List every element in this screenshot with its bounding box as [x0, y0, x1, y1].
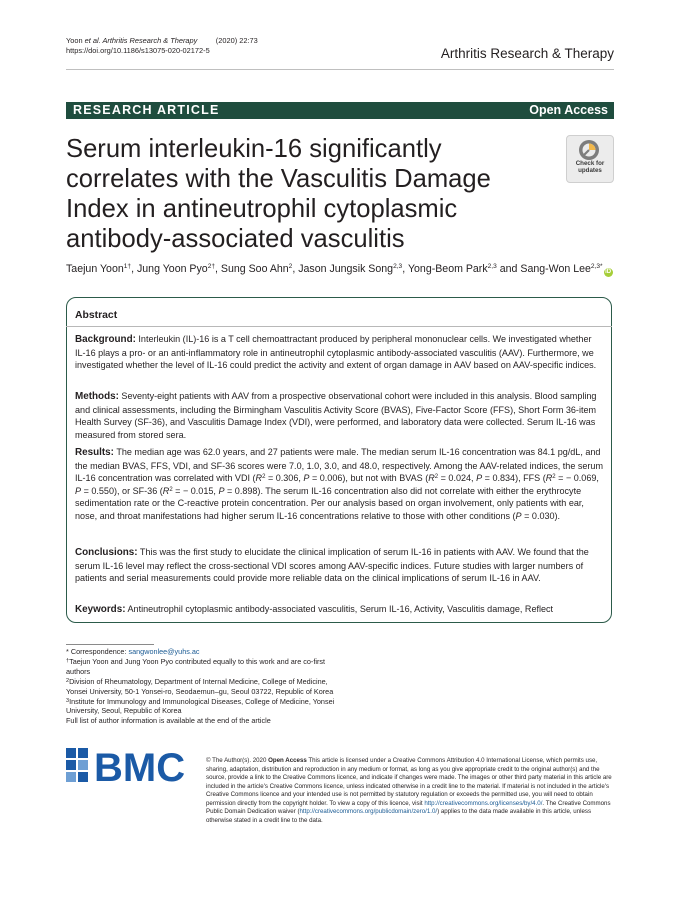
header-divider	[66, 69, 614, 70]
results-label: Results:	[75, 447, 114, 458]
cc-by-link[interactable]: http://creativecommons.org/licenses/by/4.0/	[424, 799, 543, 807]
authors-conjunction: and	[499, 263, 518, 275]
background-text: Interleukin (IL)-16 is a T cell chemoattractant produced by peripheral mononuclear cells. We investigated whether IL-16 plays a pro- or an anti-inflammatory role in antineutrophil cytoplasmic antibody-associated vasculitis (AAV). Furthermore, we investigated whether the level of IL-16 could predict the activity and extent of organ damage in AAV based on AAV-specific indices.	[75, 334, 597, 370]
article-title: Serum interleukin-16 significantly correlates with the Vasculitis Damage Index in antineutrophil cytoplasmic antibody-associated vasculitis	[66, 135, 491, 253]
abstract-background	[75, 333, 603, 372]
correspondence: * Correspondence: sangwonlee@yuhs.ac	[66, 647, 200, 656]
citation-journal: et al. Arthritis Research & Therapy	[84, 36, 198, 45]
full-author-info-note: Full list of author information is available at the end of the article	[66, 716, 271, 726]
article-type-label: RESEARCH ARTICLE	[73, 103, 220, 117]
bmc-logo-text: BMC	[94, 748, 186, 784]
citation-volume: (2020) 22:73	[197, 36, 258, 45]
check-updates-label	[567, 160, 613, 174]
bmc-logo	[66, 748, 196, 784]
abstract-divider	[66, 326, 612, 327]
keywords-text: Antineutrophil cytoplasmic antibody-associated vasculitis, Serum IL-16, Activity, Vasculitis damage, Reflect	[127, 604, 554, 614]
methods-text: Seventy-eight patients with AAV from a prospective observational cohort were included in this analysis. Blood sampling and clinical assessments, including the Birmingham Vasculitis Activity Score (BVAS), Five-Factor Score (FFS), Short Form 36-item Health Survey (SF-36), and Vasculitis Damage Index (VDI), were performed, and laboratory data were collected. Serum IL-16 was measured from stored sera.	[75, 391, 597, 440]
open-access-inline: Open Access	[268, 757, 307, 764]
open-access-label: Open Access	[529, 103, 608, 117]
author-list: Taejun Yoon$^{1\dagger}$, Jung Yoon Pyo$^{2\dagger}$, Sung Soo Ahn$^2$, Jason Jungsik Song$^{2,3}$, Yong-Beom Park$^{2,3}$ and Sang-Won Lee$^{2,3*}$iD	[66, 263, 612, 275]
abstract-keywords	[75, 603, 603, 617]
check-updates-line2: updates	[578, 167, 602, 174]
doi-link[interactable]: https://doi.org/10.1186/s13075-020-02172-5	[66, 46, 210, 55]
affiliation-2: $^2$Division of Rheumatology, Department of Internal Medicine, College of Medicine, Yonsei University, 50-1 Yonsei-ro, Seodaemun–gu, Seoul 03722, Republic of Korea	[66, 676, 334, 696]
footnote-divider	[66, 644, 154, 645]
correspondence-email-link[interactable]: sangwonlee@yuhs.ac	[128, 647, 200, 656]
results-text: The median age was 62.0 years, and 27 patients were male. The median serum IL-16 concentration was 84.1 pg/dL, and the median BVAS, FFS, VDI, and SF-36 scores were 7.0, 1.0, 3.0, and 48.0, respectively. Among the AAV-related indices, the serum IL-16 concentration was correlated with VDI (	[75, 447, 604, 483]
background-label: Background:	[75, 334, 136, 345]
abstract-heading: Abstract	[75, 310, 118, 321]
abstract-methods	[75, 390, 603, 441]
author[interactable]: Jung Yoon Pyo$^{2\dagger}$	[136, 263, 216, 275]
author[interactable]: Jason Jungsik Song$^{2,3}$	[298, 263, 403, 275]
citation-line	[66, 36, 346, 46]
author[interactable]: Yong-Beom Park$^{2,3}$	[407, 263, 497, 275]
author[interactable]: Taejun Yoon$^{1\dagger}$	[66, 263, 132, 275]
journal-name: Arthritis Research & Therapy	[440, 46, 614, 61]
license-text: © The Author(s). 2020 Open Access This article is licensed under a Creative Commons Attribution 4.0 International License, which permits use, sharing, adaptation, distribution and reproduction in any medium or format, as long as you give appropriate credit to the original author(s) and the source, provide a link to the Creative Commons licence, and indicate if changes were made. The images or other third party material in this article are included in the article's Creative Commons licence, unless indicated otherwise in a credit line to the material. If material is not included in the article's Creative Commons licence and your intended use is not permitted by statutory regulation or exceeds the permitted use, you will need to obtain permission directly from the copyright holder. To view a copy of this licence, visit http://creativecommons.org/licenses/by/4.0/. The Creative Commons Public Domain Dedication waiver (http://creativecommons.org/publicdomain/zero/1.0/) applies to the data made available in this article, unless otherwise stated in a credit line to the data.	[206, 757, 612, 824]
author[interactable]: Sung Soo Ahn$^2$	[220, 263, 293, 275]
keywords-label: Keywords:	[75, 604, 126, 615]
abstract-conclusions	[75, 546, 603, 585]
author[interactable]: Sang-Won Lee$^{2,3*}$	[520, 263, 603, 275]
citation-header	[66, 36, 346, 56]
footnotes	[66, 647, 336, 726]
conclusions-text: This was the first study to elucidate the clinical implication of serum IL-16 in patients with AAV. We found that the serum IL-16 level may reflect the cross-sectional VDI scores among AAV-specific indices. Future studies with larger numbers of patients and serial measurements could provide more reliable data on the clinical implications of serum IL-16 in AAV.	[75, 547, 589, 583]
conclusions-label: Conclusions:	[75, 547, 138, 558]
check-updates-line1: Check for	[575, 160, 605, 167]
abstract-results: Results: The median age was 62.0 years, and 27 patients were male. The median serum IL-16 concentration was 84.1 pg/dL, and the median BVAS, FFS, VDI, and SF-36 scores were 7.0, 1.0, 3.0, and 48.0, respectively. Among the AAV-related indices, the serum IL-16 concentration was correlated with VDI ($R^2 = 0.306$, P = 0.006), but not with BVAS ($R^2 = 0.024$, P = 0.834), FFS ($R^2$ = − 0.069, P = 0.550), or SF-36 ($R^2$ = − 0.015, P = 0.898). The serum IL-16 concentration also did not correlate with either the erythrocyte sedimentation rate or the C-reactive protein concentration. Per our analysis based on organ involvement, only patients with ear, nose, and throat manifestations had higher serum IL-16 concentrations relative to those with other conditions (P = 0.030).	[75, 447, 604, 521]
methods-label: Methods:	[75, 391, 119, 402]
check-updates-icon	[578, 139, 600, 161]
citation-authors: Yoon	[66, 36, 85, 45]
orcid-icon[interactable]: iD	[605, 269, 612, 275]
check-for-updates-button[interactable]	[566, 135, 614, 183]
equal-contribution-note: †Taejun Yoon and Jung Yoon Pyo contributed equally to this work and are co-first authors	[66, 656, 326, 676]
article-type-banner	[66, 102, 614, 119]
cc-zero-link[interactable]: http://creativecommons.org/publicdomain/zero/1.0/	[299, 808, 438, 816]
affiliation-3: $^3$Institute for Immunology and Immunological Diseases, College of Medicine, Yonsei University, Seoul, Republic of Korea	[66, 696, 335, 716]
